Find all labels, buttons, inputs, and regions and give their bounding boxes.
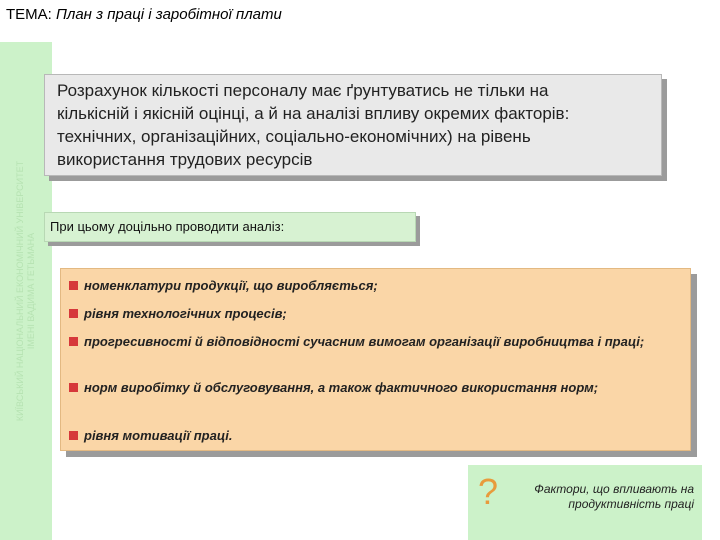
topic-label: ТЕМА: <box>6 6 52 23</box>
analysis-list-box <box>60 268 691 451</box>
topic-text: План з праці і заробітної плати <box>56 6 282 23</box>
bullet-icon <box>69 281 78 290</box>
main-text-line: кількісній і якісній оцінці, а й на аналізі впливу окремих факторів: <box>57 104 570 123</box>
note-text: Фактори, що впливають на продуктивність праці <box>534 482 694 511</box>
main-text-line: Розрахунок кількості персоналу має ґрунтуватись не тільки на <box>57 81 549 100</box>
main-text-box <box>44 74 662 176</box>
bullet-icon <box>69 309 78 318</box>
list-item-text: норм виробітку й обслуговування, а також фактичного використання норм; <box>84 380 599 395</box>
list-item <box>69 379 680 396</box>
list-item-text: рівня технологічних процесів; <box>84 306 287 321</box>
sidebar-line-2: ІМЕНІ ВАДИМА ГЕТЬМАНА <box>26 232 36 350</box>
bullet-icon <box>69 383 78 392</box>
sidebar-line-1: КИЇВСЬКИЙ НАЦІОНАЛЬНИЙ ЕКОНОМІЧНИЙ УНІВЕРСИТЕТ <box>15 160 25 422</box>
question-mark-icon: ? <box>478 471 499 512</box>
page-title <box>6 6 282 23</box>
bullet-icon <box>69 431 78 440</box>
analysis-intro-box <box>44 212 416 242</box>
list-item <box>69 333 680 350</box>
analysis-intro: При цьому доцільно проводити аналіз: <box>50 219 285 234</box>
list-item <box>69 277 680 294</box>
main-text-line: використання трудових ресурсів <box>57 150 313 169</box>
list-item <box>69 427 680 444</box>
list-item <box>69 305 680 322</box>
list-item-text: прогресивності й відповідності сучасним вимогам організації виробництва і праці; <box>84 334 645 349</box>
bullet-icon <box>69 337 78 346</box>
note-box <box>468 465 702 540</box>
list-item-text: рівня мотивації праці. <box>84 428 233 443</box>
main-text-line: технічних, організаційних, соціально-економічних) на рівень <box>57 127 531 146</box>
list-item-text: номенклатури продукції, що виробляється; <box>84 278 378 293</box>
